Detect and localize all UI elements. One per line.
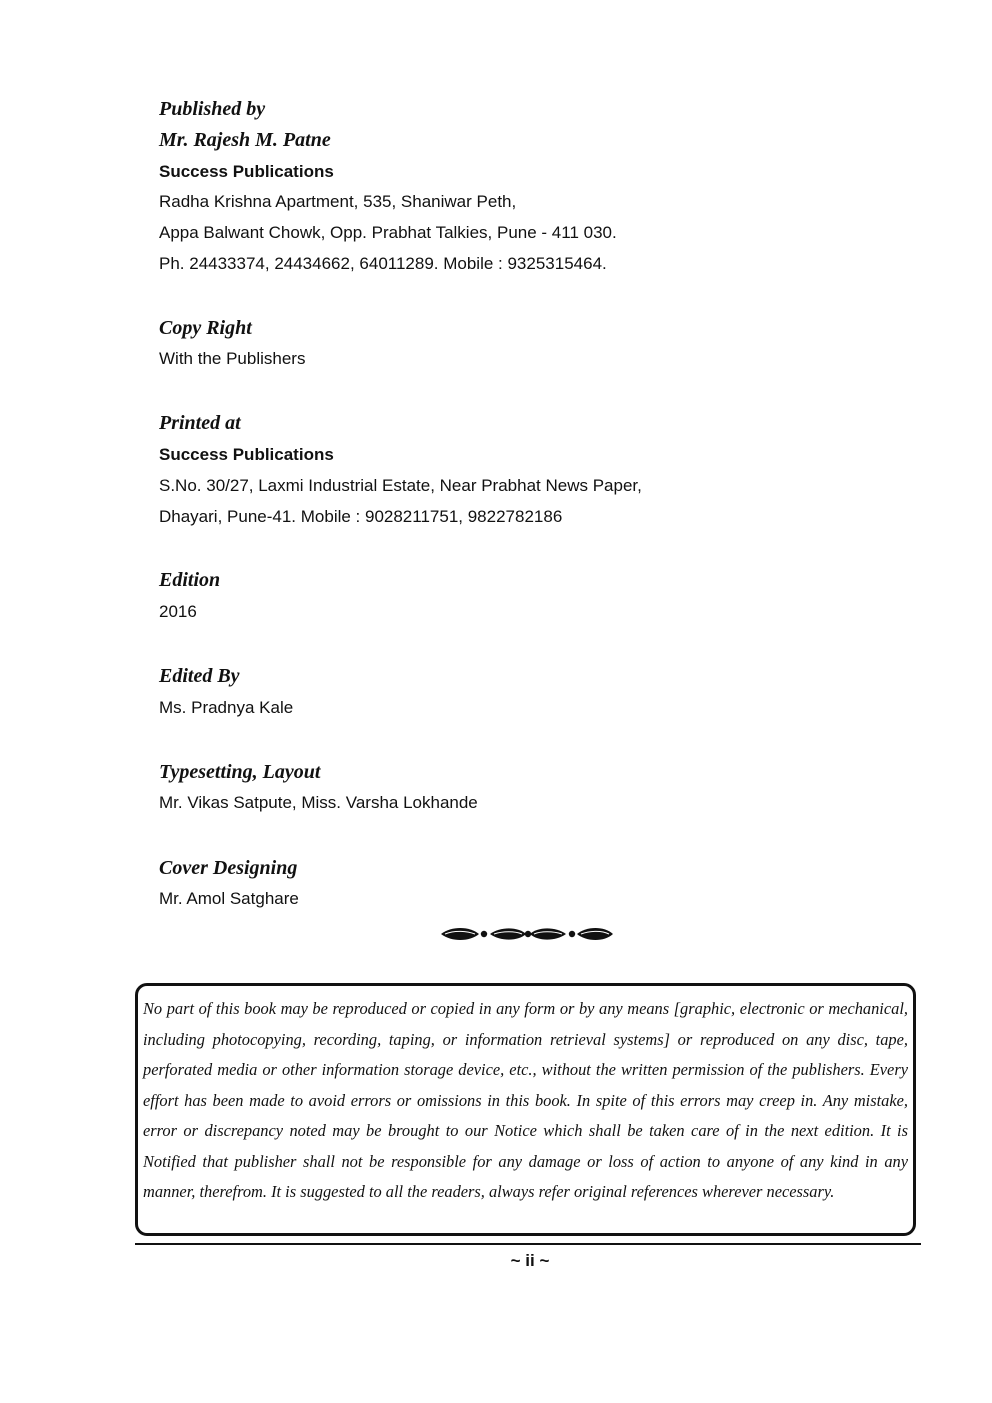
publisher-address-line-2: Appa Balwant Chowk, Opp. Prabhat Talkies, Pune - 411 030. xyxy=(159,223,617,242)
printer-address-line-1: S.No. 30/27, Laxmi Industrial Estate, Near Prabhat News Paper, xyxy=(159,476,642,495)
printed-at-heading: Printed at xyxy=(159,412,241,434)
edition-heading: Edition xyxy=(159,569,221,591)
publisher-phone: Ph. 24433374, 24434662, 64011289. Mobile : 9325315464. xyxy=(159,254,607,273)
editor-name: Ms. Pradnya Kale xyxy=(159,698,294,717)
publisher-name: Mr. Rajesh M. Patne xyxy=(159,129,331,151)
cover-designing-heading: Cover Designing xyxy=(159,857,298,879)
published-by-heading: Published by xyxy=(159,98,266,120)
publisher-address-line-1: Radha Krishna Apartment, 535, Shaniwar Peth, xyxy=(159,192,517,211)
edition-year: 2016 xyxy=(159,602,197,621)
decorative-ornament-icon xyxy=(439,924,615,944)
page-number: ~ ii ~ xyxy=(510,1251,550,1270)
disclaimer-box xyxy=(135,983,916,1236)
publisher-company: Success Publications xyxy=(159,162,334,181)
cover-designer-name: Mr. Amol Satghare xyxy=(159,889,299,908)
disclaimer-text: No part of this book may be reproduced or copied in any form or by any means [graphic, electronic or mechanical, including photocopying, recording, taping, or information retrieval systems] or reproduced on any disc, tape, perforated media or other information storage device, etc., without the written permission of the publishers. Every effort has been made to avoid errors or omissions in this book. In spite of this errors may creep in. Any mistake, error or discrepancy noted may be brought to our Notice which shall be taken care of in the next edition. It is Notified that publisher shall not be responsible for any damage or loss of action to anyone of any kind in any manner, therefrom. It is suggested to all the readers, always refer original references wherever necessary. xyxy=(143,999,908,1201)
typesetting-names: Mr. Vikas Satpute, Miss. Varsha Lokhande xyxy=(159,793,478,812)
printer-company: Success Publications xyxy=(159,445,334,464)
typesetting-heading: Typesetting, Layout xyxy=(159,761,321,783)
copyright-heading: Copy Right xyxy=(159,317,252,339)
footer-rule xyxy=(135,1243,921,1245)
edited-by-heading: Edited By xyxy=(159,665,240,687)
printer-address-line-2: Dhayari, Pune-41. Mobile : 9028211751, 9822782186 xyxy=(159,507,563,526)
copyright-text: With the Publishers xyxy=(159,349,306,368)
